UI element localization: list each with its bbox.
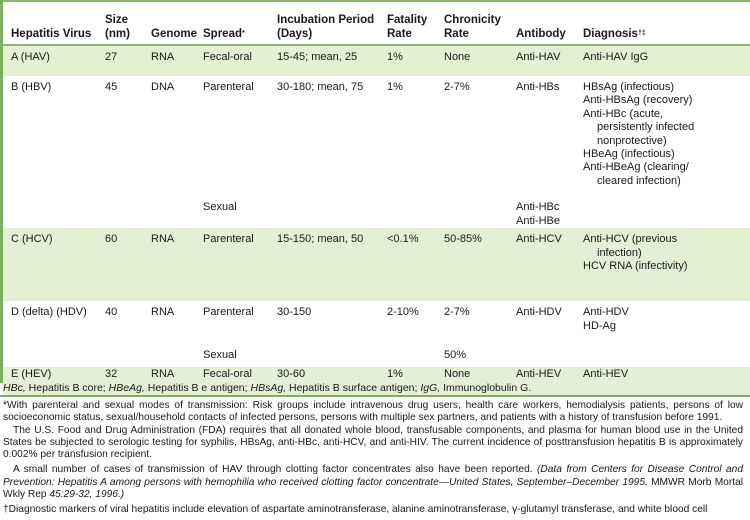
cell-genome: RNA: [143, 228, 195, 301]
footnote-risk-groups: *With parenteral and sexual modes of transmission: Risk groups include intravenous drug users, health care workers, hemodialysis patients, persons of low socioeconomic status, sexual/household contacts of infected persons, persons with multiple sex partners, and patients with a history of transfusion before 1991.: [3, 400, 743, 424]
cell-incubation: 30-150: [269, 301, 379, 367]
cell-spread: Parenteral: [195, 228, 269, 301]
table-row: [3, 76, 750, 228]
table-footnotes: [3, 400, 743, 517]
bottom-rule: [0, 395, 750, 397]
hepatitis-virus-table: [3, 2, 750, 394]
cell-spread: Fecal-oral: [195, 46, 269, 76]
cell-size: 32: [97, 367, 143, 394]
cell-genome: RNA: [143, 301, 195, 367]
cell-spread: Fecal-oral: [195, 367, 269, 394]
footnote-diagnostic-markers: †Diagnostic markers of viral hepatitis include elevation of aspartate aminotransferase, alanine aminotransferase, γ-glutamyl transferase, and white blood cell: [3, 504, 708, 516]
cell-chronicity: None: [436, 367, 508, 394]
cell-diagnosis: Anti-HEV: [575, 367, 750, 394]
cell-fatality: <0.1%: [379, 228, 436, 301]
cell-size: 45: [97, 76, 143, 228]
cell-spread: Parenteral Sexual: [195, 301, 269, 367]
table-row: [3, 46, 750, 76]
cell-spread: Parenteral Sexual: [195, 76, 269, 228]
header-virus: Hepatitis Virus: [3, 2, 97, 44]
footnote-fda: The U.S. Food and Drug Administration (FDA) requires that all donated whole blood, transfusable components, and plasma for human blood use in the United States be subjected to serologic testing for syphilis, HBsAg, anti-HBc, anti-HCV, and anti-HIV. The current incidence of posttransfusion hepatitis B is approximately 0.002% per transfusion recipient.: [3, 424, 743, 461]
header-incubation: Incubation Period (Days): [269, 2, 379, 44]
cell-diagnosis: HBsAg (infectious) Anti-HBsAg (recovery) Anti-HBc (acute, persistently infected nonprotective) HBeAg (infectious) Anti-HBeAg (clearing/ cleared infection): [575, 76, 750, 228]
table-row: [3, 228, 750, 301]
header-spread: Spread*: [195, 2, 269, 44]
header-chronicity: Chronicity Rate: [436, 2, 508, 44]
cell-antibody: Anti-HAV: [508, 46, 575, 76]
cell-antibody: Anti-HDV: [508, 301, 575, 367]
cell-genome: RNA: [143, 367, 195, 394]
cell-incubation: 30-180; mean, 75: [269, 76, 379, 228]
cell-fatality: 1%: [379, 76, 436, 228]
cell-genome: DNA: [143, 76, 195, 228]
cell-size: 27: [97, 46, 143, 76]
cell-chronicity: 50-85%: [436, 228, 508, 301]
cell-diagnosis: Anti-HAV IgG: [575, 46, 750, 76]
cell-diagnosis: Anti-HDV HD-Ag: [575, 301, 750, 367]
header-row: [3, 2, 750, 44]
cell-chronicity: None: [436, 46, 508, 76]
header-genome: Genome: [143, 2, 195, 44]
cell-fatality: 1%: [379, 46, 436, 76]
cell-fatality: 2-10%: [379, 301, 436, 367]
cell-chronicity: 2-7%: [436, 76, 508, 228]
cell-virus: B (HBV): [3, 76, 97, 228]
cell-fatality: 1%: [379, 367, 436, 394]
footnote-hav-clotting: A small number of cases of transmission of HAV through clotting factor concentrates also have been reported. (Data from Centers for Disease Control and Prevention: Hepatitis A among persons with hemophilia who received clotting factor concentrate—United States, September–December 1995, MMWR Morb Mortal Wkly Rep 45:29-32, 1996.): [3, 464, 743, 501]
cell-incubation: 30-60: [269, 367, 379, 394]
cell-antibody: Anti-HEV: [508, 367, 575, 394]
cell-size: 40: [97, 301, 143, 367]
cell-size: 60: [97, 228, 143, 301]
header-size: Size (nm): [97, 2, 143, 44]
cell-virus: E (HEV): [3, 367, 97, 394]
header-fatality: Fatality Rate: [379, 2, 436, 44]
cell-virus: D (delta) (HDV): [3, 301, 97, 367]
cell-incubation: 15-150; mean, 50: [269, 228, 379, 301]
cell-virus: C (HCV): [3, 228, 97, 301]
abbreviations-line: HBc, Hepatitis B core; HBeAg, Hepatitis B e antigen; HBsAg, Hepatitis B surface antigen; IgG, Immunoglobulin G.: [3, 381, 750, 395]
table-row: [3, 301, 750, 367]
header-antibody: Antibody: [508, 2, 575, 44]
cell-incubation: 15-45; mean, 25: [269, 46, 379, 76]
header-diagnosis: Diagnosis†‡: [575, 2, 750, 44]
cell-virus: A (HAV): [3, 46, 97, 76]
cell-genome: RNA: [143, 46, 195, 76]
cell-chronicity: 2-7% 50%: [436, 301, 508, 367]
cell-antibody: Anti-HBs Anti-HBc Anti-HBe: [508, 76, 575, 228]
cell-diagnosis: Anti-HCV (previous infection) HCV RNA (infectivity): [575, 228, 750, 301]
cell-antibody: Anti-HCV: [508, 228, 575, 301]
